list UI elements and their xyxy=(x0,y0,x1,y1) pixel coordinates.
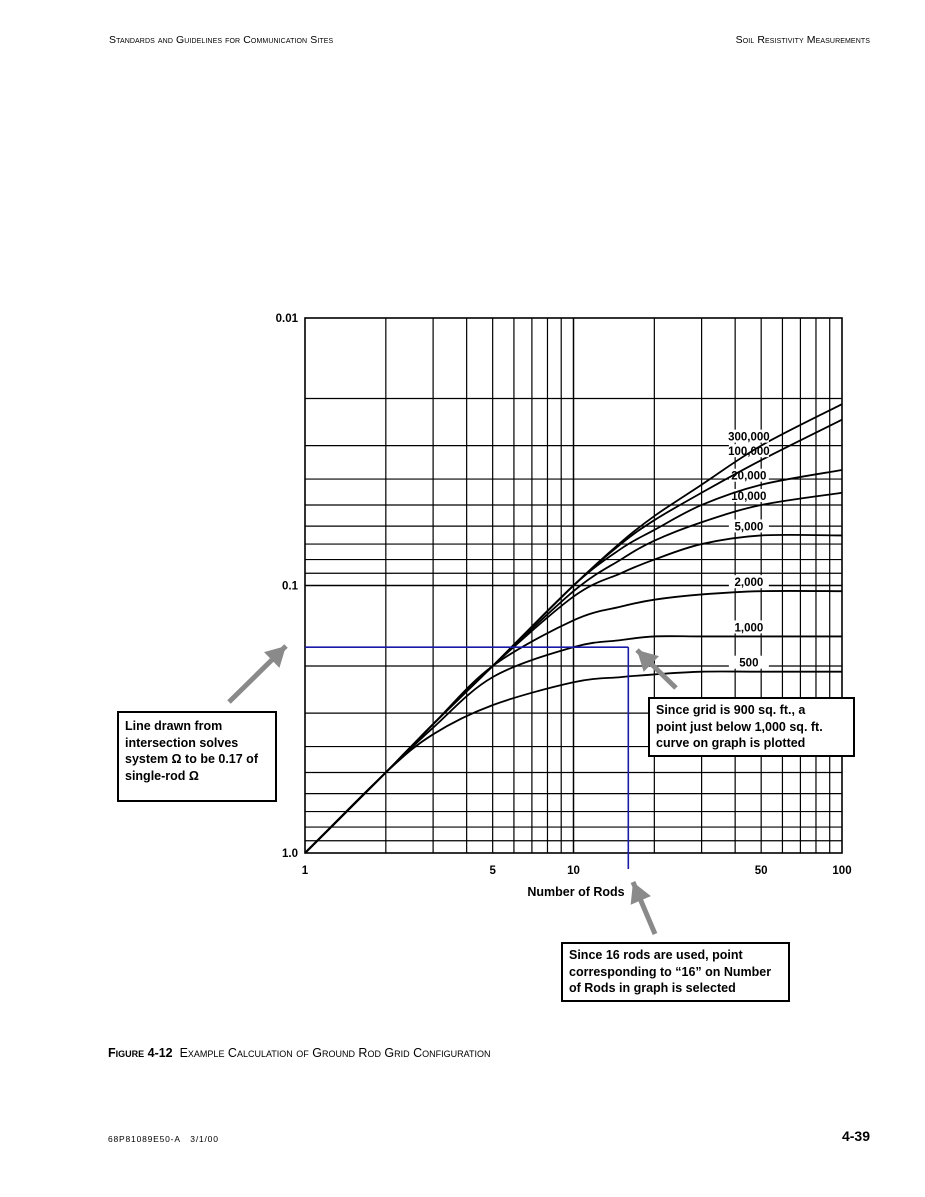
series-label: 20,000 xyxy=(731,470,767,483)
x-tick-label: 5 xyxy=(489,865,496,877)
series-label: 1,000 xyxy=(734,622,764,635)
callout-intersection xyxy=(117,711,277,802)
callout-line: of Rods in graph is selected xyxy=(569,981,736,995)
x-tick-label: 1 xyxy=(301,865,309,877)
header-left: Standards and Guidelines for Communication Sites xyxy=(109,34,334,46)
callout-line: intersection solves xyxy=(125,735,239,750)
callout-grid-area xyxy=(648,697,855,757)
x-tick-label: 50 xyxy=(754,865,768,877)
x-tick-label: 10 xyxy=(567,865,580,877)
series-label: 2,000 xyxy=(734,577,764,590)
y-tick-label: 0.01 xyxy=(275,313,298,325)
series-label: 5,000 xyxy=(734,521,764,534)
x-tick-label: 100 xyxy=(832,865,852,877)
y-tick-label: 1.0 xyxy=(282,848,298,860)
page-number: 4-39 xyxy=(841,1128,870,1144)
series-label: 10,000 xyxy=(731,490,767,503)
callout-line: curve on graph is plotted xyxy=(656,736,806,750)
callout-rod-count xyxy=(561,942,790,1002)
footer-doc-id: 68P81089E50-A xyxy=(108,1134,181,1144)
figure-caption xyxy=(108,1046,490,1060)
figure-number: Figure 4-12 xyxy=(108,1046,173,1060)
y-tick-label: 0.1 xyxy=(282,580,298,593)
series-label: 500 xyxy=(739,657,759,670)
series-label: 300,000 xyxy=(728,431,770,444)
header-right: Soil Resistivity Measurements xyxy=(735,34,870,46)
callout-line: Since grid is 900 sq. ft., a xyxy=(656,703,806,717)
callout-line: Since 16 rods are used, point xyxy=(569,948,743,962)
callout-line: system Ω to be 0.17 of xyxy=(125,752,258,766)
callout-line: corresponding to “16” on Number xyxy=(569,964,772,979)
footer-date: 3/1/00 xyxy=(190,1134,219,1144)
callout-line: single-rod Ω xyxy=(125,768,199,783)
figure-title: Example Calculation of Ground Rod Grid Configuration xyxy=(179,1046,491,1060)
callout-line: Line drawn from xyxy=(125,719,223,733)
series-label: 100,000 xyxy=(728,446,770,459)
footer-doc-info xyxy=(108,1134,219,1144)
callout-line: point just below 1,000 sq. ft. xyxy=(656,719,823,734)
x-axis-label: Number of Rods xyxy=(527,885,625,899)
